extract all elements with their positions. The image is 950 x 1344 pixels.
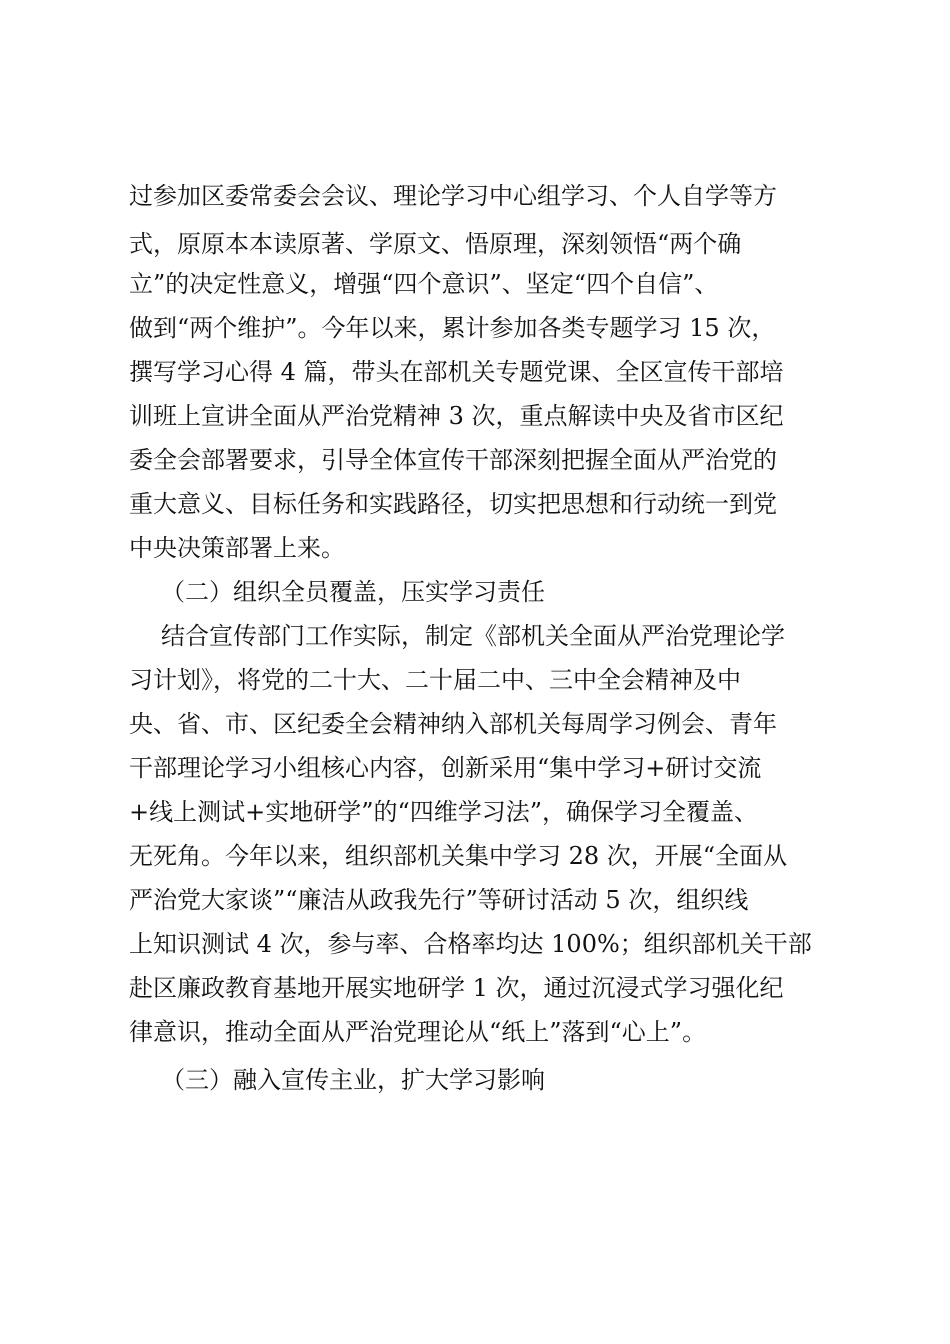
body-line: 律意识，推动全面从严治党理论从“纸上”落到“心上”。 (129, 1018, 707, 1046)
body-line: 干部理论学习小组核心内容，创新采用“集中学习+研讨交流 (129, 754, 762, 782)
body-line: 央、省、市、区纪委全会精神纳入部机关每周学习例会、青年 (129, 710, 777, 738)
body-line: 过参加区委常委会会议、理论学习中心组学习、个人自学等方 (129, 182, 777, 210)
body-line: 训班上宣讲全面从严治党精神 3 次，重点解读中央及省市区纪 (129, 402, 784, 430)
body-line: 做到“两个维护”。今年以来，累计参加各类专题学习 15 次， (129, 314, 776, 342)
body-line: 式，原原本本读原著、学原文、悟原理，深刻领悟“两个确 (129, 230, 742, 258)
body-line: 习计划》，将党的二十大、二十届二中、三中全会精神及中 (129, 666, 741, 694)
body-line: 立”的决定性意义，增强“四个意识”、坚定“四个自信”、 (129, 270, 719, 298)
body-line: +线上测试+实地研学”的“四维学习法”，确保学习全覆盖、 (129, 798, 759, 826)
body-line: 重大意义、目标任务和实践路径，切实把思想和行动统一到党 (129, 490, 777, 518)
body-line: 委全会部署要求，引导全体宣传干部深刻把握全面从严治党的 (129, 446, 777, 474)
body-line: 中央决策部署上来。 (129, 534, 345, 562)
section-heading: （三）融入宣传主业，扩大学习影响 (161, 1066, 545, 1094)
body-line: 无死角。今年以来，组织部机关集中学习 28 次，开展“全面从 (129, 842, 788, 870)
body-line: 结合宣传部门工作实际，制定《部机关全面从严治党理论学 (161, 622, 785, 650)
body-line: 赴区廉政教育基地开展实地研学 1 次，通过沉浸式学习强化纪 (129, 974, 784, 1002)
body-line: 上知识测试 4 次，参与率、合格率均达 100%；组织部机关干部 (129, 930, 812, 958)
section-heading: （二）组织全员覆盖，压实学习责任 (161, 578, 545, 606)
body-line: 严治党大家谈”“廉洁从政我先行”等研讨活动 5 次，组织线 (129, 886, 749, 914)
body-line: 撰写学习心得 4 篇，带头在部机关专题党课、全区宣传干部培 (129, 358, 784, 386)
